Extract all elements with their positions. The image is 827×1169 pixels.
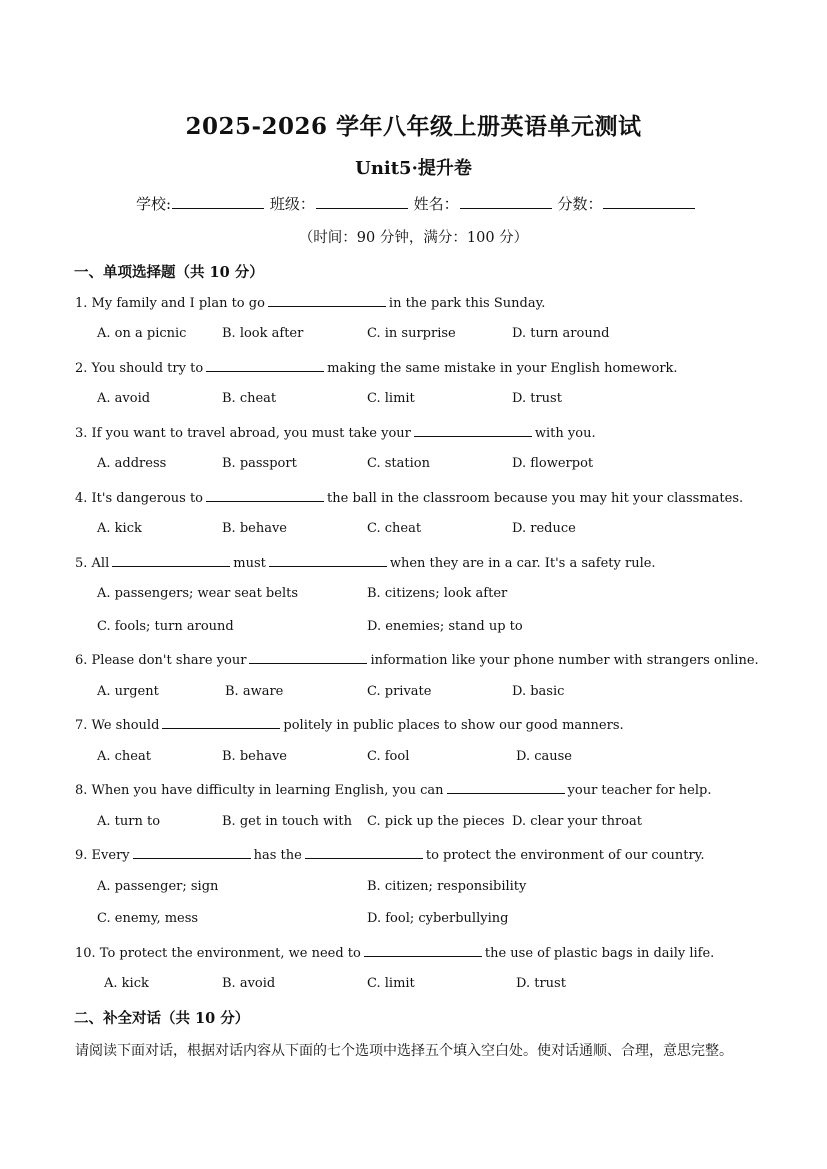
question-9 xyxy=(75,846,704,863)
answer-blank[interactable] xyxy=(206,359,324,372)
option-b[interactable]: B. citizens; look after xyxy=(367,586,508,601)
question-text: your teacher for help. xyxy=(567,783,712,798)
option-d[interactable]: D. enemies; stand up to xyxy=(367,619,523,634)
answer-blank[interactable] xyxy=(206,489,324,502)
question-2 xyxy=(75,359,678,376)
class-label: 班级： xyxy=(269,195,315,213)
question-text: the use of plastic bags in daily life. xyxy=(484,946,715,961)
option-b[interactable]: B. cheat xyxy=(222,391,277,406)
score-blank[interactable] xyxy=(603,194,695,209)
option-a[interactable]: A. turn to xyxy=(97,814,161,829)
option-d[interactable]: D. flowerpot xyxy=(512,456,594,471)
option-b[interactable]: B. behave xyxy=(222,749,287,764)
option-d[interactable]: D. fool; cyberbullying xyxy=(367,911,509,926)
question-5 xyxy=(75,554,656,571)
question-text: 4. It's dangerous to xyxy=(75,491,204,506)
option-d[interactable]: D. reduce xyxy=(512,521,576,536)
option-d[interactable]: D. cause xyxy=(516,749,572,764)
question-text: 10. To protect the environment, we need to xyxy=(75,946,361,961)
option-c[interactable]: C. station xyxy=(367,456,430,471)
question-text: when they are in a car. It's a safety rule. xyxy=(389,556,656,571)
option-c[interactable]: C. fools; turn around xyxy=(97,619,234,634)
school-blank[interactable] xyxy=(172,194,264,209)
name-label: 姓名： xyxy=(413,195,459,213)
option-b[interactable]: B. aware xyxy=(225,684,284,699)
option-c[interactable]: C. pick up the pieces xyxy=(367,814,505,829)
option-c[interactable]: C. fool xyxy=(367,749,410,764)
option-a[interactable]: A. on a picnic xyxy=(97,326,187,341)
answer-blank[interactable] xyxy=(249,651,367,664)
exam-title: 2025-2026 学年八年级上册英语单元测试 xyxy=(185,113,642,140)
question-text: 2. You should try to xyxy=(75,361,204,376)
question-10 xyxy=(75,944,714,961)
option-c[interactable]: C. in surprise xyxy=(367,326,456,341)
option-c[interactable]: C. cheat xyxy=(367,521,422,536)
question-text: in the park this Sunday. xyxy=(388,296,546,311)
question-text: to protect the environment of our country. xyxy=(425,848,705,863)
exam-subtitle: Unit5·提升卷 xyxy=(355,158,472,179)
question-7 xyxy=(75,716,624,733)
question-4 xyxy=(75,489,743,506)
question-text: 3. If you want to travel abroad, you must take your xyxy=(75,426,411,441)
option-b[interactable]: B. avoid xyxy=(222,976,276,991)
option-a[interactable]: A. kick xyxy=(104,976,149,991)
option-b[interactable]: B. look after xyxy=(222,326,304,341)
option-d[interactable]: D. clear your throat xyxy=(512,814,642,829)
answer-blank[interactable] xyxy=(268,294,386,307)
question-text: 7. We should xyxy=(75,718,160,733)
answer-blank[interactable] xyxy=(305,846,423,859)
student-info-row xyxy=(136,193,696,214)
section2-heading: 二、补全对话（共 10 分） xyxy=(74,1010,250,1027)
option-c[interactable]: C. enemy, mess xyxy=(97,911,199,926)
option-a[interactable]: A. cheat xyxy=(97,749,151,764)
option-a[interactable]: A. passenger; sign xyxy=(97,879,219,894)
answer-blank[interactable] xyxy=(447,781,565,794)
section2-instruction: 请阅读下面对话，根据对话内容从下面的七个选项中选择五个填入空白处。使对话通顺、合理，意思完整。 xyxy=(75,1043,733,1059)
option-b[interactable]: B. behave xyxy=(222,521,287,536)
question-text: with you. xyxy=(534,426,596,441)
class-blank[interactable] xyxy=(316,194,408,209)
option-c[interactable]: C. limit xyxy=(367,391,415,406)
option-d[interactable]: D. trust xyxy=(516,976,566,991)
question-text: 6. Please don't share your xyxy=(75,653,247,668)
option-b[interactable]: B. passport xyxy=(222,456,297,471)
option-a[interactable]: A. kick xyxy=(97,521,142,536)
score-label: 分数： xyxy=(557,195,603,213)
question-text: politely in public places to show our good manners. xyxy=(283,718,624,733)
question-text: making the same mistake in your English homework. xyxy=(327,361,678,376)
option-a[interactable]: A. address xyxy=(97,456,167,471)
answer-blank[interactable] xyxy=(269,554,387,567)
answer-blank[interactable] xyxy=(162,716,280,729)
question-text: 9. Every xyxy=(75,848,130,863)
answer-blank[interactable] xyxy=(414,424,532,437)
question-3 xyxy=(75,424,596,441)
answer-blank[interactable] xyxy=(364,944,482,957)
answer-blank[interactable] xyxy=(133,846,251,859)
time-note: （时间：90 分钟，满分：100 分） xyxy=(298,230,529,246)
answer-blank[interactable] xyxy=(112,554,230,567)
option-c[interactable]: C. limit xyxy=(367,976,415,991)
question-1 xyxy=(75,294,545,311)
question-text: 1. My family and I plan to go xyxy=(75,296,265,311)
question-text: 5. All xyxy=(75,556,110,571)
option-a[interactable]: A. avoid xyxy=(97,391,151,406)
option-a[interactable]: A. urgent xyxy=(97,684,159,699)
question-text: has the xyxy=(253,848,302,863)
option-c[interactable]: C. private xyxy=(367,684,432,699)
question-text: 8. When you have difficulty in learning English, you can xyxy=(75,783,444,798)
school-label: 学校: xyxy=(136,195,172,213)
question-text: must xyxy=(233,556,266,571)
question-8 xyxy=(75,781,711,798)
option-d[interactable]: D. turn around xyxy=(512,326,610,341)
question-6 xyxy=(75,651,759,668)
option-d[interactable]: D. basic xyxy=(512,684,565,699)
question-text: information like your phone number with strangers online. xyxy=(370,653,759,668)
name-blank[interactable] xyxy=(460,194,552,209)
option-b[interactable]: B. citizen; responsibility xyxy=(367,879,527,894)
question-text: the ball in the classroom because you may hit your classmates. xyxy=(327,491,744,506)
section1-heading: 一、单项选择题（共 10 分） xyxy=(74,264,264,281)
option-a[interactable]: A. passengers; wear seat belts xyxy=(97,586,299,601)
option-d[interactable]: D. trust xyxy=(512,391,562,406)
option-b[interactable]: B. get in touch with xyxy=(222,814,352,829)
